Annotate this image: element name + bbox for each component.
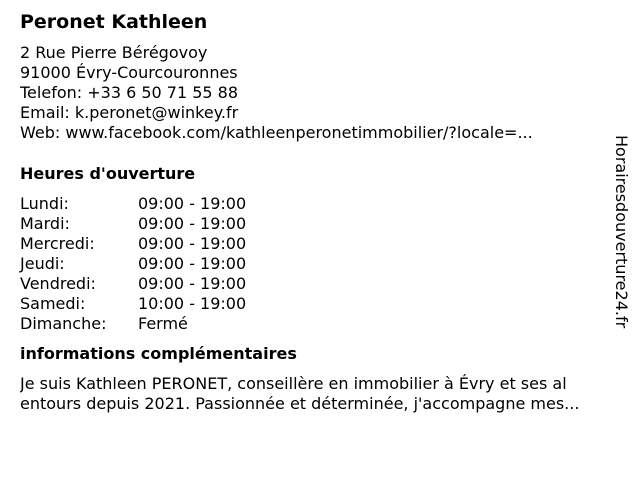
business-name: Peronet Kathleen — [20, 11, 208, 33]
hours-row-friday — [20, 274, 620, 294]
opening-hours-table — [20, 194, 620, 334]
day-label: Mardi: — [20, 214, 70, 233]
description-line-1: Je suis Kathleen PERONET, conseillère en immobilier à Évry et ses al — [20, 374, 567, 393]
business-card — [20, 10, 620, 414]
day-hours: 09:00 - 19:00 — [138, 214, 247, 233]
address-city: 91000 Évry-Courcouronnes — [20, 63, 238, 82]
hours-row-wednesday — [20, 234, 620, 254]
day-label: Vendredi: — [20, 274, 96, 293]
additional-info-heading: informations complémentaires — [20, 344, 297, 363]
email-address[interactable]: Email: k.peronet@winkey.fr — [20, 103, 239, 122]
hours-row-monday — [20, 194, 620, 214]
hours-row-sunday — [20, 314, 620, 334]
hours-row-saturday — [20, 294, 620, 314]
website-link[interactable]: Web: www.facebook.com/kathleenperonetimmobilier/?locale=... — [20, 123, 533, 142]
phone-number[interactable]: Telefon: +33 6 50 71 55 88 — [20, 83, 239, 102]
day-hours: 09:00 - 19:00 — [138, 254, 247, 273]
day-label: Mercredi: — [20, 234, 95, 253]
opening-hours-heading: Heures d'ouverture — [20, 164, 196, 183]
day-label: Lundi: — [20, 194, 69, 213]
day-hours: 10:00 - 19:00 — [138, 294, 247, 313]
address-street: 2 Rue Pierre Bérégovoy — [20, 43, 208, 62]
day-hours: 09:00 - 19:00 — [138, 194, 247, 213]
day-hours: 09:00 - 19:00 — [138, 274, 247, 293]
day-label: Jeudi: — [20, 254, 65, 273]
day-label: Samedi: — [20, 294, 86, 313]
day-hours: 09:00 - 19:00 — [138, 234, 247, 253]
description-line-2: entours depuis 2021. Passionnée et déterminée, j'accompagne mes... — [20, 394, 580, 413]
day-label: Dimanche: — [20, 314, 107, 333]
hours-row-thursday — [20, 254, 620, 274]
hours-row-tuesday — [20, 214, 620, 234]
day-hours: Fermé — [138, 314, 188, 333]
watermark-text: Horairesdouverture24.fr — [612, 135, 631, 329]
site-watermark — [610, 135, 634, 375]
